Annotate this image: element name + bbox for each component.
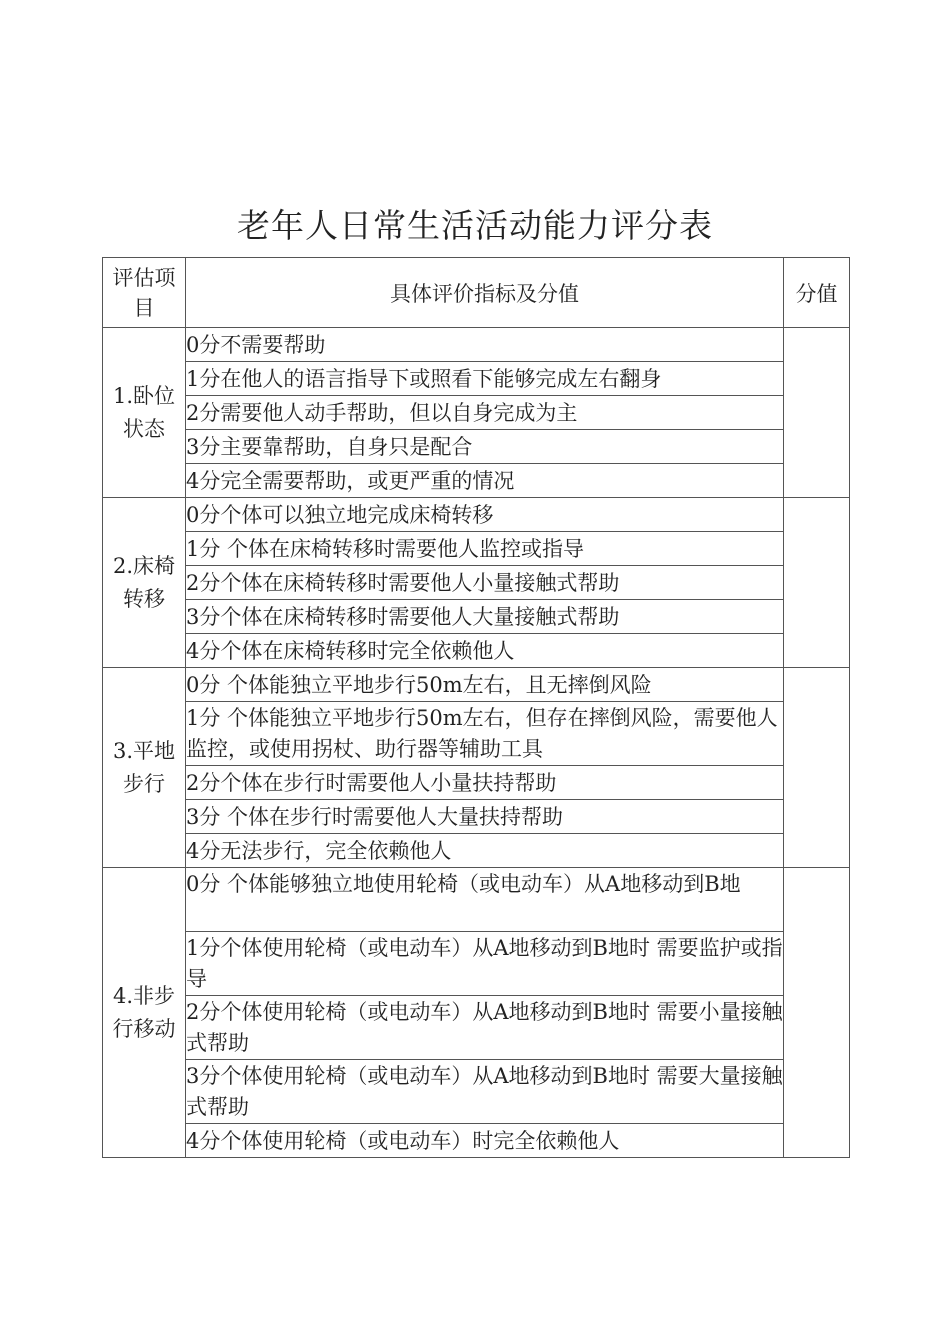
table-row bbox=[103, 1124, 850, 1158]
criterion: 3分主要靠帮助，自身只是配合 bbox=[186, 430, 784, 464]
criterion: 4分个体在床椅转移时完全依赖他人 bbox=[186, 634, 784, 668]
header-criteria: 具体评价指标及分值 bbox=[186, 258, 784, 328]
criterion: 4分个体使用轮椅（或电动车）时完全依赖他人 bbox=[186, 1124, 784, 1158]
score-cell-bed-chair[interactable] bbox=[784, 498, 850, 668]
table-row bbox=[103, 566, 850, 600]
score-cell-walking[interactable] bbox=[784, 668, 850, 868]
table-row bbox=[103, 430, 850, 464]
criterion: 3分个体在床椅转移时需要他人大量接触式帮助 bbox=[186, 600, 784, 634]
criterion: 2分需要他人动手帮助，但以自身完成为主 bbox=[186, 396, 784, 430]
table-row bbox=[103, 1060, 850, 1124]
criterion: 2分个体在步行时需要他人小量扶持帮助 bbox=[186, 766, 784, 800]
table-row bbox=[103, 396, 850, 430]
criterion: 4分完全需要帮助，或更严重的情况 bbox=[186, 464, 784, 498]
item-lying: 1.卧位状态 bbox=[103, 328, 186, 498]
score-table bbox=[102, 257, 850, 1158]
table-row bbox=[103, 532, 850, 566]
table-row bbox=[103, 600, 850, 634]
page-title: 老年人日常生活活动能力评分表 bbox=[237, 206, 713, 245]
table-row bbox=[103, 868, 850, 932]
criterion: 4分无法步行，完全依赖他人 bbox=[186, 834, 784, 868]
criterion: 1分 个体能独立平地步行50m左右，但存在摔倒风险，需要他人监控，或使用拐杖、助行器等辅助工具 bbox=[186, 702, 784, 766]
table-row bbox=[103, 834, 850, 868]
criterion: 1分在他人的语言指导下或照看下能够完成左右翻身 bbox=[186, 362, 784, 396]
table-header-row bbox=[103, 258, 850, 328]
criterion: 0分 个体能够独立地使用轮椅（或电动车）从A地移动到B地 bbox=[186, 868, 784, 932]
header-item: 评估项目 bbox=[103, 258, 186, 328]
score-cell-lying[interactable] bbox=[784, 328, 850, 498]
table-row bbox=[103, 498, 850, 532]
table-row bbox=[103, 668, 850, 702]
header-score: 分值 bbox=[784, 258, 850, 328]
criterion: 1分 个体在床椅转移时需要他人监控或指导 bbox=[186, 532, 784, 566]
table-row bbox=[103, 362, 850, 396]
table-row bbox=[103, 932, 850, 996]
table-row bbox=[103, 702, 850, 766]
table-row bbox=[103, 996, 850, 1060]
criterion: 2分个体在床椅转移时需要他人小量接触式帮助 bbox=[186, 566, 784, 600]
score-cell-non-walking[interactable] bbox=[784, 868, 850, 1158]
criterion: 0分 个体能独立平地步行50m左右，且无摔倒风险 bbox=[186, 668, 784, 702]
criterion: 3分个体使用轮椅（或电动车）从A地移动到B地时 需要大量接触式帮助 bbox=[186, 1060, 784, 1124]
criterion: 1分个体使用轮椅（或电动车）从A地移动到B地时 需要监护或指导 bbox=[186, 932, 784, 996]
item-non-walking: 4.非步行移动 bbox=[103, 868, 186, 1158]
item-bed-chair: 2.床椅转移 bbox=[103, 498, 186, 668]
criterion: 0分不需要帮助 bbox=[186, 328, 784, 362]
table-row bbox=[103, 464, 850, 498]
table-row bbox=[103, 800, 850, 834]
table-row bbox=[103, 328, 850, 362]
table-row bbox=[103, 766, 850, 800]
table-row bbox=[103, 634, 850, 668]
criterion: 2分个体使用轮椅（或电动车）从A地移动到B地时 需要小量接触式帮助 bbox=[186, 996, 784, 1060]
criterion: 0分个体可以独立地完成床椅转移 bbox=[186, 498, 784, 532]
item-walking: 3.平地步行 bbox=[103, 668, 186, 868]
criterion: 3分 个体在步行时需要他人大量扶持帮助 bbox=[186, 800, 784, 834]
